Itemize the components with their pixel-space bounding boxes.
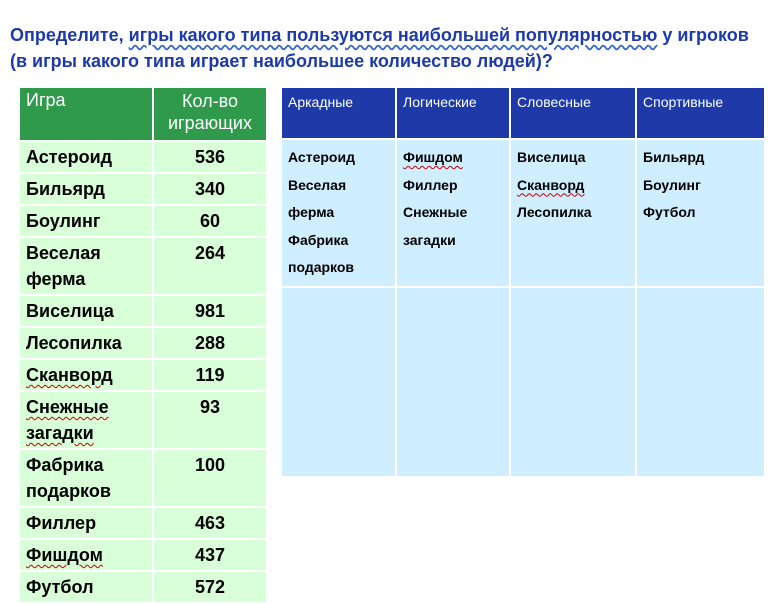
game-count: 288 [154, 328, 266, 358]
logic-cell [397, 140, 509, 286]
list-item: Снежные загадки [403, 204, 468, 248]
games-table-header [20, 88, 266, 140]
game-name: Бильярд [20, 174, 152, 204]
empty-cell [637, 288, 764, 476]
table-row [20, 508, 266, 538]
list-item: Астероид [288, 149, 355, 165]
game-count: 119 [154, 360, 266, 390]
game-name: Лесопилка [20, 328, 152, 358]
header-logic: Логические [397, 88, 509, 138]
game-count: 572 [154, 572, 266, 602]
table-row [20, 142, 266, 172]
table-row [20, 238, 266, 294]
list-item: Филлер [403, 176, 458, 193]
question-part2: игры какого типа пользуются наибольшей популярностью [128, 25, 658, 45]
header-game: Игра [20, 88, 152, 140]
list-item: Бильярд [643, 149, 705, 165]
table-row [20, 360, 266, 390]
game-count: 93 [154, 392, 266, 448]
game-name: Фишдом [26, 545, 103, 565]
header-count: Кол-во играющих [154, 88, 266, 140]
table-row [20, 392, 266, 448]
table-row [20, 572, 266, 602]
table-row [20, 206, 266, 236]
categories-table [280, 86, 766, 478]
table-row [20, 450, 266, 506]
game-name: Филлер [20, 508, 152, 538]
game-count: 981 [154, 296, 266, 326]
table-row [20, 174, 266, 204]
list-item: Сканворд [517, 176, 585, 193]
header-arcade: Аркадные [282, 88, 395, 138]
game-name: Футбол [20, 572, 152, 602]
list-item: Веселая ферма [288, 176, 347, 220]
game-name: Астероид [20, 142, 152, 172]
game-count: 340 [154, 174, 266, 204]
empty-cell [282, 288, 395, 476]
list-item: Футбол [643, 204, 696, 220]
categories-empty-row [282, 288, 764, 476]
game-count: 60 [154, 206, 266, 236]
question-part3: у игроков (в игры какого типа играет наибольшее количество людей)? [10, 25, 749, 71]
list-item: Фабрика подарков [288, 231, 355, 275]
arcade-cell [282, 140, 395, 286]
list-item: Виселица [517, 149, 586, 165]
task-question [10, 22, 750, 74]
game-name: Сканворд [26, 365, 113, 385]
game-count: 100 [154, 450, 266, 506]
list-item: Боулинг [643, 176, 701, 193]
games-table [18, 86, 268, 604]
game-name: Фабрика подарков [20, 450, 152, 506]
table-row [20, 296, 266, 326]
header-word: Словесные [511, 88, 635, 138]
list-item: Лесопилка [517, 204, 592, 220]
game-name: Снежные загадки [26, 397, 109, 443]
header-sport: Спортивные [637, 88, 764, 138]
question-part1: Определите, [10, 25, 129, 45]
table-row [20, 328, 266, 358]
empty-cell [397, 288, 509, 476]
word-cell [511, 140, 635, 286]
game-name: Веселая ферма [20, 238, 152, 294]
game-count: 437 [154, 540, 266, 570]
game-name: Боулинг [20, 206, 152, 236]
game-name: Виселица [20, 296, 152, 326]
categories-row [282, 140, 764, 286]
categories-header [282, 88, 764, 138]
game-count: 463 [154, 508, 266, 538]
empty-cell [511, 288, 635, 476]
sport-cell [637, 140, 764, 286]
list-item: Фишдом [403, 149, 463, 165]
game-count: 536 [154, 142, 266, 172]
game-count: 264 [154, 238, 266, 294]
